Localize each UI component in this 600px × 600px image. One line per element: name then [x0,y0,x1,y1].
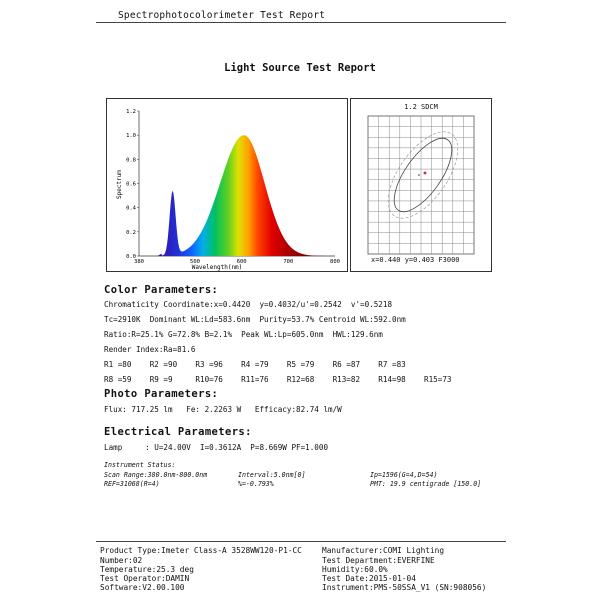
spectrum-y-label: Spectrum [116,170,123,199]
interval: Interval:5.0nm[0] [238,471,306,479]
temperature: Temperature:25.3 deg [100,565,194,574]
report-title: Light Source Test Report [224,62,376,74]
header-divider [96,22,506,23]
sdcm-title: 1.2 SDCM [404,103,438,111]
spectrum-x-tick: 600 [236,259,247,265]
color-param-line: Tc=2910K Dominant WL:Ld=583.6nm Purity=53.7% Centroid WL:592.0nm [104,315,406,324]
humidity: Humidity:60.0% [322,565,388,574]
instrument: Instrument:PMS-50SSA_V1 (SN:908056) [322,583,487,592]
spectrum-chart-panel [106,98,348,272]
manufacturer: Manufacturer:COMI Lighting [322,546,445,555]
sdcm-readout: x=0.440 y=0.403 F3000 [371,256,460,264]
spectrum-y-tick: 0.6 [126,181,136,188]
color-param-line: Ratio:R=25.1% G=72.8% B=2.1% Peak WL:Lp=605.0nm HWL:129.6nm [104,330,383,339]
spectrum-x-tick: 500 [190,259,200,265]
scan-range: Scan Range:380.0nm-800.0nm [104,471,208,479]
render-index-row: R1 =80 R2 =90 R3 =96 R4 =79 R5 =79 R6 =87 R7 =83 [104,360,406,369]
pmt-value: PMT: 19.9 centigrade [150.0] [370,480,482,488]
percent-value: %=-0.793% [238,480,274,488]
product-type: Product Type:Imeter Class-A 3528WW120-P1-CC [100,546,302,555]
target-point [418,174,420,176]
number: Number:02 [100,556,143,565]
photo-params-line: Flux: 717.25 lm Fe: 2.2263 W Efficacy:82.74 lm/W [104,405,342,414]
test-date: Test Date:2015-01-04 [322,574,416,583]
software: Software:V2.00.100 [100,583,185,592]
footer-divider [96,541,506,542]
photo-params-heading: Photo Parameters: [104,388,219,400]
spectrum-x-label: Wavelength(nm) [191,264,243,271]
spectrum-chart [107,99,347,271]
test-department: Test Department:EVERFINE [322,556,435,565]
spectrum-y-tick: 1.2 [126,109,136,115]
electrical-params-heading: Electrical Parameters: [104,426,252,438]
spectrum-y-tick: 0.0 [126,254,136,260]
spectrum-x-tick: 380 [134,259,144,265]
spectrum-y-tick: 0.2 [126,229,136,236]
spectrum-x-tick: 700 [283,259,294,265]
sdcm-chart [351,99,491,271]
spectrum-y-tick: 0.8 [126,157,136,164]
color-param-line: Render Index:Ra=81.6 [104,345,196,354]
electrical-params-line: Lamp : U=24.00V I=0.3612A P=8.669W PF=1.000 [104,443,329,452]
spectrum-y-tick: 1.0 [126,133,136,140]
sdcm-ellipse-inner [384,129,463,220]
ip-value: Ip=1596(G=4,D=54) [370,471,438,479]
chromaticity-point [424,172,427,175]
color-params-heading: Color Parameters: [104,284,219,296]
test-operator: Test Operator:DAMIN [100,574,190,583]
render-index-row: R8 =59 R9 =9 R10=76 R11=76 R12=68 R13=82 R14=98 R15=73 [104,375,452,384]
sdcm-chart-panel [350,98,492,272]
color-param-line: Chromaticity Coordinate:x=0.4420 y=0.4032/u'=0.2542 v'=0.5218 [104,300,393,309]
spectrum-y-tick: 0.4 [126,205,136,212]
report-header: Spectrophotocolorimeter Test Report [118,10,326,21]
instrument-status-heading: Instrument Status: [104,461,176,469]
spectrum-x-tick: 800 [330,259,340,265]
spectrum-curve [158,135,326,256]
ref-value: REF=31068(R=4) [104,480,160,488]
